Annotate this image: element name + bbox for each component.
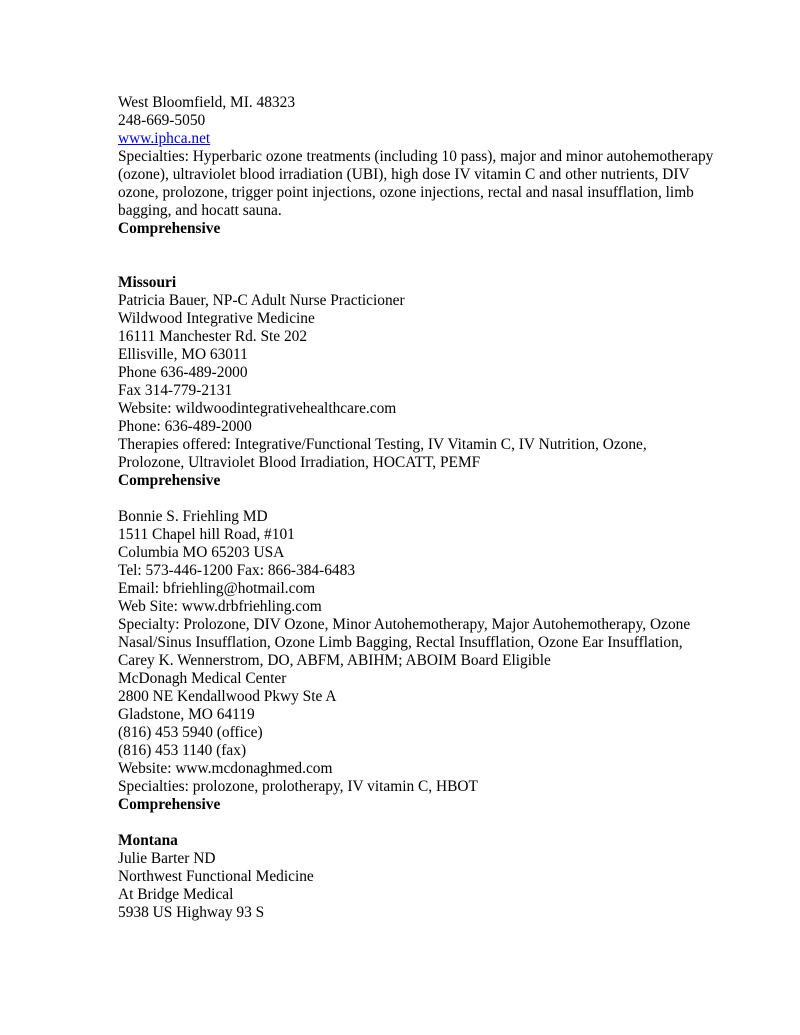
provider-name: Julie Barter ND xyxy=(118,850,216,867)
specialties-line: Specialties: prolozone, prolotherapy, IV vitamin C, HBOT xyxy=(118,778,478,795)
state-heading-missouri: Missouri xyxy=(118,274,177,291)
specialties-line: Specialties: Hyperbaric ozone treatments (including 10 pass), major and minor autohemotherapy xyxy=(118,148,714,165)
spacer xyxy=(118,238,758,256)
state-heading-montana: Montana xyxy=(118,832,178,849)
category-label: Comprehensive xyxy=(118,220,221,237)
address-line: 16111 Manchester Rd. Ste 202 xyxy=(118,328,308,345)
address-line: Gladstone, MO 64119 xyxy=(118,706,255,723)
specialty-line: Specialty: Prolozone, DIV Ozone, Minor Autohemotherapy, Major Autohemotherapy, Ozone xyxy=(118,616,691,633)
website-line: Web Site: www.drbfriehling.com xyxy=(118,598,322,615)
email-line: Email: bfriehling@hotmail.com xyxy=(118,580,316,597)
spacer xyxy=(118,490,758,508)
practice-name: Wildwood Integrative Medicine xyxy=(118,310,315,327)
address-line: Ellisville, MO 63011 xyxy=(118,346,248,363)
address-line: West Bloomfield, MI. 48323 xyxy=(118,94,296,111)
category-label: Comprehensive xyxy=(118,472,221,489)
address-line: Columbia MO 65203 USA xyxy=(118,544,285,561)
phone-line: Phone: 636-489-2000 xyxy=(118,418,252,435)
address-line: 2800 NE Kendallwood Pkwy Ste A xyxy=(118,688,337,705)
therapies-line: Therapies offered: Integrative/Functional Testing, IV Vitamin C, IV Nutrition, Ozone, xyxy=(118,436,647,453)
website-line: Website: wildwoodintegrativehealthcare.com xyxy=(118,400,397,417)
specialties-line: bagging, and hocatt sauna. xyxy=(118,202,282,219)
phone-line: 248-669-5050 xyxy=(118,112,206,129)
document-page xyxy=(118,94,758,922)
fax-line: Fax 314-779-2131 xyxy=(118,382,233,399)
practice-name: McDonagh Medical Center xyxy=(118,670,287,687)
specialties-line: ozone, prolozone, trigger point injections, ozone injections, rectal and nasal insufflation, limb xyxy=(118,184,694,201)
provider-name: Carey K. Wennerstrom, DO, ABFM, ABIHM; ABOIM Board Eligible xyxy=(118,652,551,669)
website-link[interactable]: www.iphca.net xyxy=(118,130,211,147)
therapies-line: Prolozone, Ultraviolet Blood Irradiation, HOCATT, PEMF xyxy=(118,454,481,471)
phone-line: Phone 636-489-2000 xyxy=(118,364,248,381)
address-line: 1511 Chapel hill Road, #101 xyxy=(118,526,295,543)
provider-name: Bonnie S. Friehling MD xyxy=(118,508,268,525)
spacer xyxy=(118,256,758,274)
practice-location: At Bridge Medical xyxy=(118,886,234,903)
phone-line: (816) 453 5940 (office) xyxy=(118,724,263,741)
specialties-line: (ozone), ultraviolet blood irradiation (UBI), high dose IV vitamin C and other nutrients, DIV xyxy=(118,166,690,183)
spacer xyxy=(118,814,758,832)
phone-line: Tel: 573-446-1200 Fax: 866-384-6483 xyxy=(118,562,356,579)
category-label: Comprehensive xyxy=(118,796,221,813)
provider-name: Patricia Bauer, NP-C Adult Nurse Practicioner xyxy=(118,292,405,309)
practice-name: Northwest Functional Medicine xyxy=(118,868,314,885)
specialty-line: Nasal/Sinus Insufflation, Ozone Limb Bagging, Rectal Insufflation, Ozone Ear Insufflation, xyxy=(118,634,683,651)
fax-line: (816) 453 1140 (fax) xyxy=(118,742,247,759)
website-line: Website: www.mcdonaghmed.com xyxy=(118,760,333,777)
address-line: 5938 US Highway 93 S xyxy=(118,904,265,921)
